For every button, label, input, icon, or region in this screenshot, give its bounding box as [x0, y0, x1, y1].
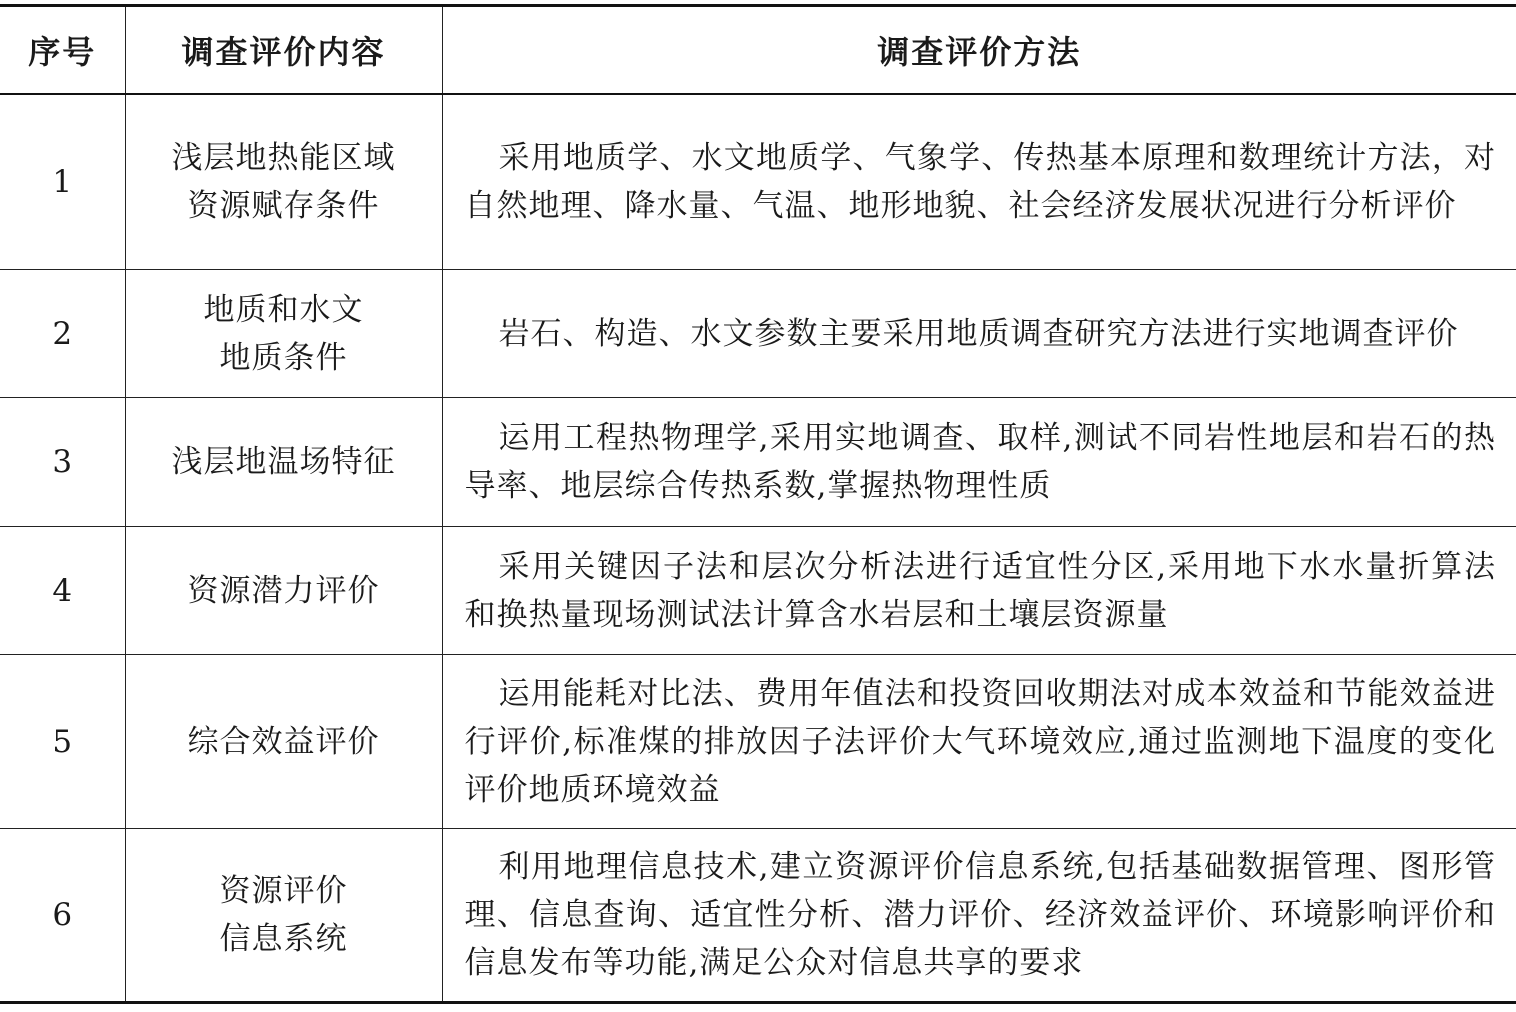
- row-index: 6: [0, 829, 125, 1003]
- row-content: [125, 527, 442, 655]
- row-content-line: 浅层地热能区域: [171, 140, 396, 176]
- row-content-line: 资源赋存条件: [187, 188, 380, 224]
- table-row: [0, 829, 1516, 1003]
- row-method: 运用能耗对比法、费用年值法和投资回收期法对成本效益和节能效益进行评价,标准煤的排放因子法评价大气环境效应,通过监测地下温度的变化评价地质环境效益: [442, 655, 1516, 829]
- row-method: 岩石、构造、水文参数主要采用地质调查研究方法进行实地调查评价: [442, 270, 1516, 398]
- row-index: 2: [0, 270, 125, 398]
- row-index: 4: [0, 527, 125, 655]
- row-method: 采用关键因子法和层次分析法进行适宜性分区,采用地下水水量折算法和换热量现场测试法计算含水岩层和土壤层资源量: [442, 527, 1516, 655]
- header-index: 序号: [0, 6, 125, 95]
- row-content-line: 浅层地温场特征: [171, 444, 396, 480]
- row-content: [125, 655, 442, 829]
- row-content-line: 资源评价: [219, 873, 348, 909]
- header-content: 调查评价内容: [125, 6, 442, 95]
- row-index: 5: [0, 655, 125, 829]
- table-row: [0, 527, 1516, 655]
- evaluation-table: [0, 4, 1516, 1004]
- header-method: 调查评价方法: [442, 6, 1516, 95]
- row-method: 利用地理信息技术,建立资源评价信息系统,包括基础数据管理、图形管理、信息查询、适宜性分析、潜力评价、经济效益评价、环境影响评价和信息发布等功能,满足公众对信息共享的要求: [442, 829, 1516, 1003]
- table-row: [0, 398, 1516, 527]
- row-content-line: 资源潜力评价: [187, 572, 380, 609]
- table-row: [0, 94, 1516, 270]
- row-method: 采用地质学、水文地质学、气象学、传热基本原理和数理统计方法，对自然地理、降水量、气温、地形地貌、社会经济发展状况进行分析评价: [442, 94, 1516, 270]
- row-content: [125, 94, 442, 270]
- row-content-line: 信息系统: [219, 921, 348, 957]
- row-content-line: 地质和水文: [203, 291, 364, 328]
- table-row: [0, 270, 1516, 398]
- row-content-line: 地质条件: [219, 339, 348, 376]
- row-content-line: 综合效益评价: [187, 723, 380, 760]
- row-index: 1: [0, 94, 125, 270]
- row-content: [125, 829, 442, 1003]
- table-row: [0, 655, 1516, 829]
- row-content: [125, 270, 442, 398]
- table-header-row: [0, 6, 1516, 95]
- row-method: 运用工程热物理学,采用实地调查、取样,测试不同岩性地层和岩石的热导率、地层综合传热系数,掌握热物理性质: [442, 398, 1516, 527]
- row-index: 3: [0, 398, 125, 527]
- row-content: [125, 398, 442, 527]
